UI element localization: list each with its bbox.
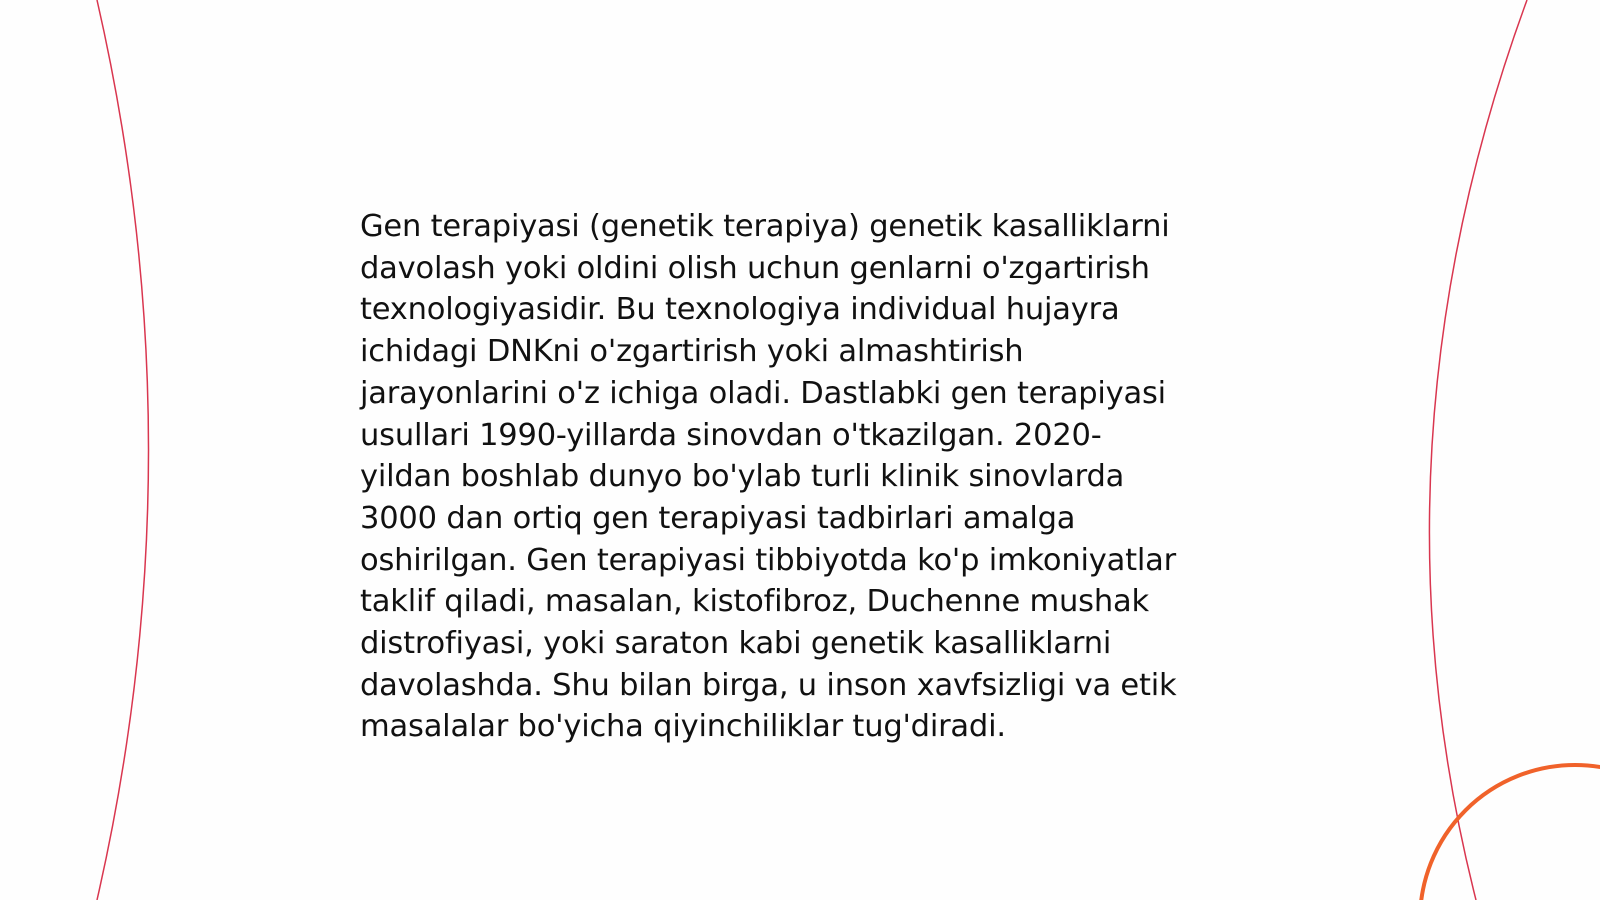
paragraph-line: distrofiyasi, yoki saraton kabi genetik kasalliklarni (360, 626, 1112, 662)
body-paragraph (360, 206, 1260, 748)
paragraph-line: jarayonlarini o'z ichiga oladi. Dastlabki gen terapiyasi (360, 375, 1166, 411)
paragraph-line: yildan boshlab dunyo bo'ylab turli klinik sinovlarda (360, 459, 1125, 495)
paragraph-line: usullari 1990-yillarda sinovdan o'tkazilgan. 2020- (360, 417, 1102, 453)
paragraph-line: Gen terapiyasi (genetik terapiya) genetik kasalliklarni (360, 209, 1170, 244)
paragraph-line: texnologiyasidir. Bu texnologiya individual hujayra (360, 292, 1120, 328)
paragraph-line: masalalar bo'yicha qiyinchiliklar tug'diradi. (360, 709, 1006, 745)
paragraph-line: oshirilgan. Gen terapiyasi tibbiyotda ko'p imkoniyatlar (360, 542, 1176, 578)
paragraph-line: 3000 dan ortiq gen terapiyasi tadbirlari amalga (360, 500, 1076, 536)
right-curve-line (1429, 0, 1527, 900)
paragraph-line: davolash yoki oldini olish uchun genlarni o'zgartirish (360, 250, 1150, 286)
paragraph-line: taklif qiladi, masalan, kistofibroz, Duchenne mushak (360, 584, 1149, 620)
accent-circle-outline (1420, 765, 1600, 900)
paragraph-line: davolashda. Shu bilan birga, u inson xavfsizligi va etik (360, 667, 1177, 703)
paragraph-line: ichidagi DNKni o'zgartirish yoki almashtirish (360, 334, 1024, 370)
left-curve-line (97, 0, 149, 900)
